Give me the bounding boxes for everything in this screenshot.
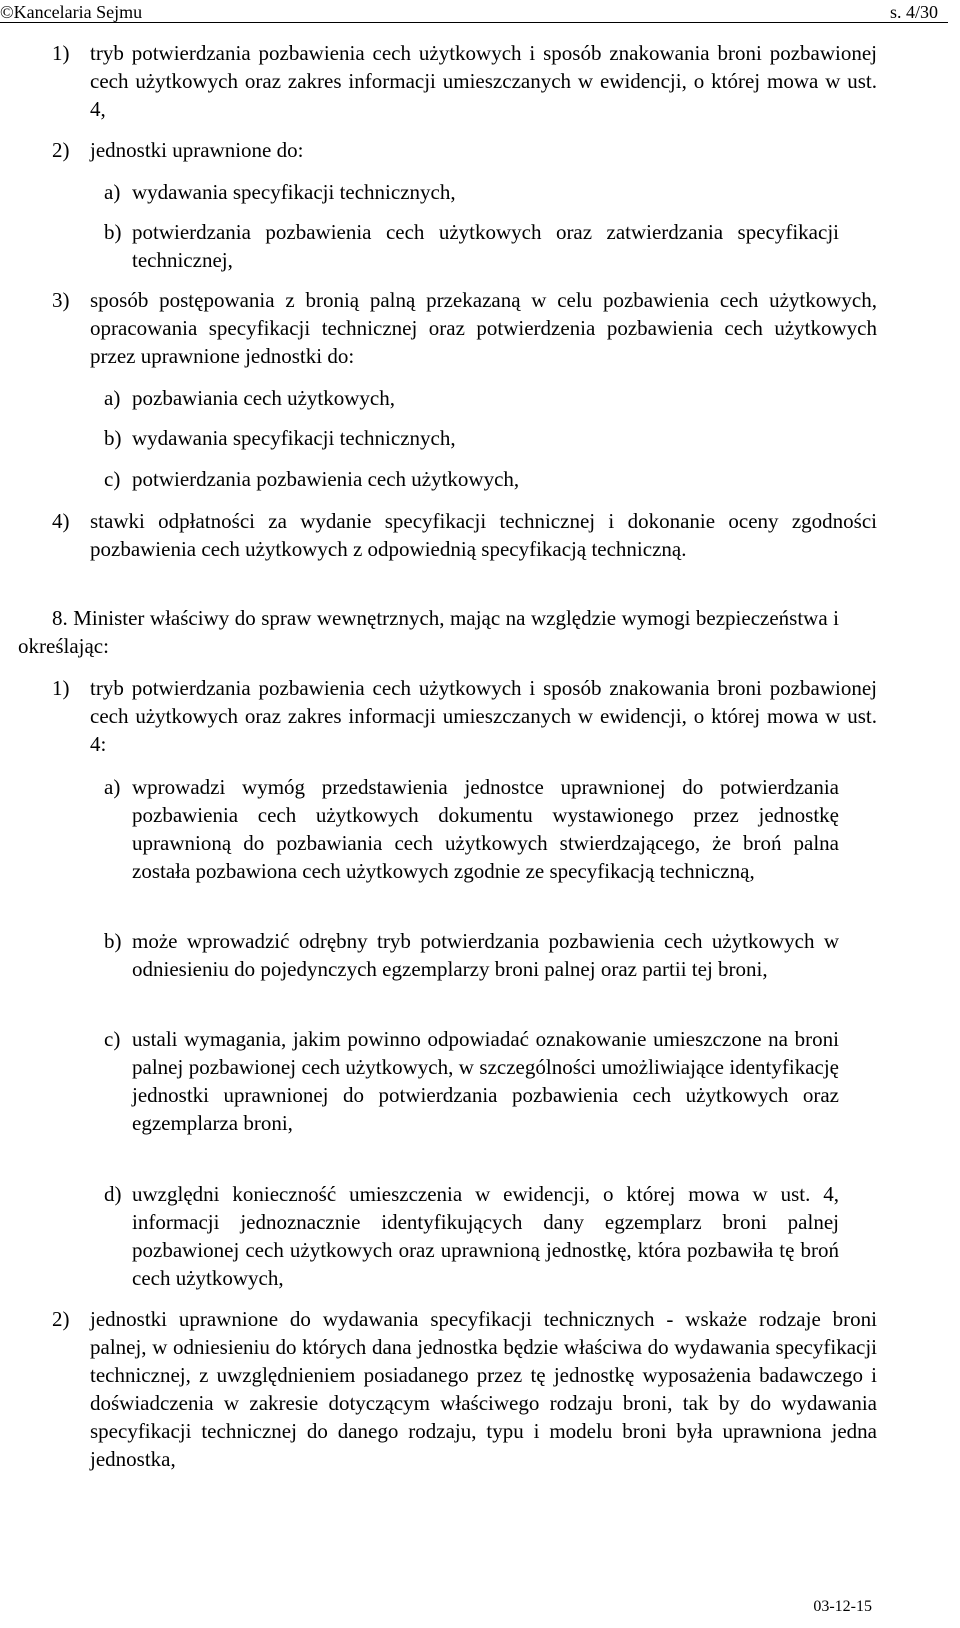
item-text: tryb potwierdzania pozbawienia cech użytkowych i sposób znakowania broni pozbawionej cech użytkowych oraz zakres informacji umieszczanych w ewidencji, o której mowa w ust. 4, bbox=[90, 41, 877, 121]
item-text: wydawania specyfikacji technicznych, bbox=[132, 180, 456, 204]
item-text: potwierdzania pozbawienia cech użytkowych oraz zatwierdzania specyfikacji technicznej, bbox=[132, 220, 839, 272]
section-8-item-1b bbox=[104, 927, 839, 983]
section-8-item-1d bbox=[104, 1180, 839, 1292]
item-label: 3) bbox=[52, 288, 70, 312]
item-text: jednostki uprawnione do: bbox=[90, 138, 304, 162]
section-8-item-1c bbox=[104, 1025, 839, 1137]
item-label: 4) bbox=[52, 509, 70, 533]
item-label: a) bbox=[104, 180, 121, 204]
item-text: sposób postępowania z bronią palną przekazaną w celu pozbawienia cech użytkowych, opracowania specyfikacji technicznej oraz potwierdzenia pozbawienia cech użytkowych przez uprawnione jednostki do: bbox=[90, 288, 877, 368]
list-item-3b bbox=[104, 424, 839, 452]
item-text: wydawania specyfikacji technicznych, bbox=[132, 426, 456, 450]
item-label: b) bbox=[104, 220, 122, 244]
item-text: potwierdzania pozbawienia cech użytkowych, bbox=[132, 467, 520, 491]
item-label: 2) bbox=[52, 138, 70, 162]
section-8-intro: 8. Minister właściwy do spraw wewnętrznych, mając na względzie wymogi bezpieczeństwa i określając: bbox=[18, 606, 839, 658]
item-label: 1) bbox=[52, 41, 70, 65]
item-label: a) bbox=[104, 775, 121, 799]
section-8-item-2 bbox=[52, 1305, 877, 1473]
item-text: pozbawiania cech użytkowych, bbox=[132, 386, 395, 410]
list-item-3c bbox=[104, 465, 839, 493]
item-text: stawki odpłatności za wydanie specyfikacji technicznej i dokonanie oceny zgodności pozbawienia cech użytkowych z odpowiednią specyfikacją techniczną. bbox=[90, 509, 877, 561]
item-label: d) bbox=[104, 1182, 122, 1206]
item-label: b) bbox=[104, 929, 122, 953]
list-item-2b bbox=[104, 218, 839, 274]
list-item-2a bbox=[104, 178, 839, 206]
list-item-3a bbox=[104, 384, 839, 412]
item-text: wprowadzi wymóg przedstawienia jednostce uprawnionej do potwierdzania pozbawienia cech użytkowych dokumentu wystawionego przez jednostkę uprawnioną do pozbawiania cech użytkowych stwierdzającego, że broń palna została pozbawiona cech użytkowych zgodnie ze specyfikacją techniczną, bbox=[132, 775, 839, 883]
item-label: 2) bbox=[52, 1307, 70, 1331]
item-label: a) bbox=[104, 386, 121, 410]
item-text: może wprowadzić odrębny tryb potwierdzania pozbawienia cech użytkowych w odniesieniu do pojedynczych egzemplarzy broni palnej oraz partii tej broni, bbox=[132, 929, 839, 981]
page-header bbox=[0, 0, 960, 24]
item-text: jednostki uprawnione do wydawania specyfikacji technicznych - wskaże rodzaje broni palnej, w odniesieniu do których dana jednostka będzie właściwa do wydawania specyfikacji technicznej, z uwzględnieniem posiadanego przez tę jednostkę wyposażenia badawczego i doświadczenia w zakresie dotyczącym właściwego rodzaju broni, tak by do wydawania specyfikacji technicznej do danego rodzaju, typu i modelu broni była uprawniona jedna jednostka, bbox=[90, 1307, 877, 1471]
list-item-2 bbox=[52, 136, 877, 164]
item-label: 1) bbox=[52, 676, 70, 700]
list-item-4 bbox=[52, 507, 877, 563]
item-label: c) bbox=[104, 1027, 121, 1051]
item-label: c) bbox=[104, 467, 121, 491]
list-item-1 bbox=[52, 39, 877, 123]
header-source: ©Kancelaria Sejmu bbox=[0, 2, 143, 22]
item-label: b) bbox=[104, 426, 122, 450]
page-number: s. 4/30 bbox=[889, 2, 938, 22]
item-text: ustali wymagania, jakim powinno odpowiadać oznakowanie umieszczone na broni palnej pozbawionej cech użytkowych, w szczególności umożliwiające identyfikację jednostki uprawnionej do potwierdzania pozbawienia cech użytkowych oraz egzemplarza broni, bbox=[132, 1027, 839, 1135]
item-text: tryb potwierdzania pozbawienia cech użytkowych i sposób znakowania broni pozbawionej cech użytkowych oraz zakres informacji umieszczanych w ewidencji, o której mowa w ust. 4: bbox=[90, 676, 877, 756]
section-8-item-1a bbox=[104, 773, 839, 885]
header-rule bbox=[0, 22, 948, 23]
footer-date: 03-12-15 bbox=[813, 1598, 872, 1615]
item-text: uwzględni konieczność umieszczenia w ewidencji, o której mowa w ust. 4, informacji jednoznacznie identyfikujących dany egzemplarz broni palnej pozbawionej cech użytkowych oraz uprawnioną jednostkę, która pozbawiła tę broń cech użytkowych, bbox=[132, 1182, 839, 1290]
list-item-3 bbox=[52, 286, 877, 370]
section-8-item-1 bbox=[52, 674, 877, 758]
